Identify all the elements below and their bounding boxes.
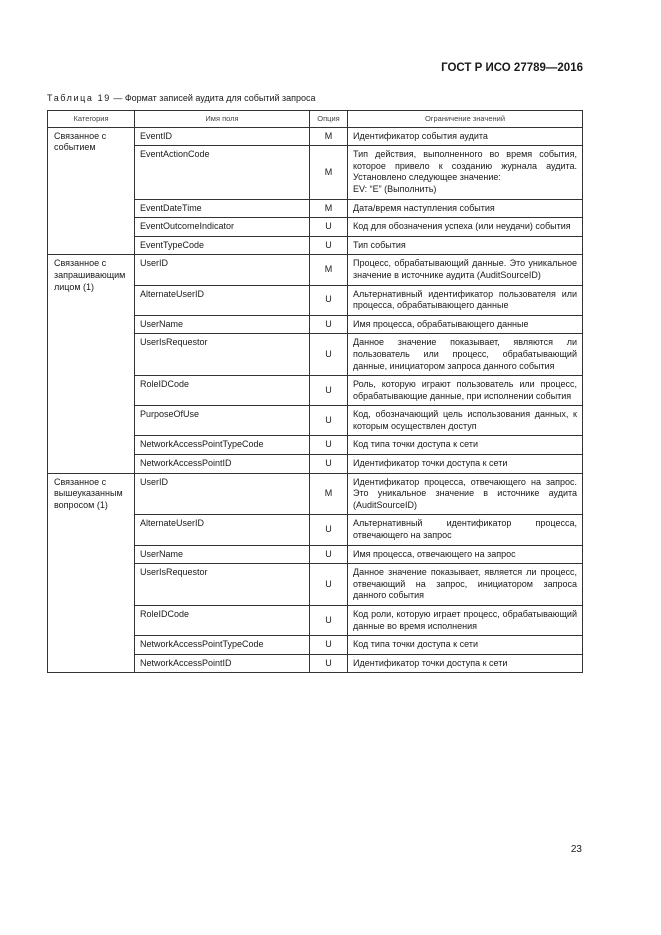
header-category: Категория [48, 111, 135, 128]
field-name-cell: UserName [135, 545, 310, 564]
field-name-cell: NetworkAccessPointID [135, 455, 310, 474]
category-cell: Связанное с событием [48, 127, 135, 255]
table-caption-label: Таблица 19 [47, 93, 111, 103]
field-name-cell: RoleIDCode [135, 376, 310, 406]
value-limit-cell [348, 334, 583, 376]
value-limit-text: Данное значение показывает, являются ли пользователь или процесс, обрабатывающий данные, инициатором запроса данного события [353, 337, 577, 371]
category-cell: Связанное с запрашивающим лицом (1) [48, 255, 135, 473]
value-limit-text: Тип действия, выполненного во время события, которое привело к созданию журнала аудита. Установлено следующее значение: [353, 149, 577, 183]
value-limit-cell [348, 654, 583, 673]
option-cell: U [310, 376, 348, 406]
page-number: 23 [570, 844, 582, 855]
option-cell: U [310, 436, 348, 455]
value-limit-text: Код типа точки доступа к сети [353, 639, 478, 650]
value-limit-text: Идентификатор процесса, отвечающего на запрос. Это уникальное значение в источнике аудита (AuditSourceID) [353, 476, 577, 510]
option-cell: M [310, 199, 348, 218]
value-limit-text: Код, обозначающий цель использования данных, к которым осуществлен доступ [353, 409, 577, 431]
audit-format-table [47, 110, 583, 673]
option-cell: U [310, 636, 348, 655]
field-name-cell: EventOutcomeIndicator [135, 218, 310, 237]
header-option: Опция [310, 111, 348, 128]
value-limit-cell [348, 255, 583, 285]
value-limit-cell [348, 199, 583, 218]
field-name-cell: UserID [135, 473, 310, 515]
field-name-cell: UserName [135, 315, 310, 334]
field-name-cell: NetworkAccessPointTypeCode [135, 436, 310, 455]
field-name-cell: AlternateUserID [135, 515, 310, 545]
value-limit-text: Имя процесса, отвечающего на запрос [353, 548, 516, 559]
category-cell: Связанное с вышеуказанным вопросом (1) [48, 473, 135, 673]
value-limit-cell [348, 376, 583, 406]
value-limit-text: Альтернативный идентификатор процесса, отвечающего на запрос [353, 518, 577, 541]
option-cell: M [310, 146, 348, 199]
value-limit-cell [348, 515, 583, 545]
value-limit-cell [348, 455, 583, 474]
field-name-cell: PurposeOfUse [135, 406, 310, 436]
value-limit-text: Код типа точки доступа к сети [353, 439, 478, 450]
option-cell: U [310, 285, 348, 315]
value-limit-extra: EV: “E” (Выполнить) [353, 183, 437, 194]
header-field-name: Имя поля [135, 111, 310, 128]
option-cell: M [310, 127, 348, 146]
option-cell: U [310, 515, 348, 545]
header-value-limit: Ограничение значений [348, 111, 583, 128]
value-limit-text: Процесс, обрабатывающий данные. Это уникальное значение в источнике аудита (AuditSourceID) [353, 258, 577, 280]
value-limit-text: Идентификатор события аудита [353, 130, 488, 141]
table-row [48, 127, 583, 146]
field-name-cell: UserID [135, 255, 310, 285]
field-name-cell: EventTypeCode [135, 236, 310, 255]
option-cell: M [310, 473, 348, 515]
value-limit-cell [348, 606, 583, 636]
value-limit-text: Код для обозначения успеха (или неудачи) события [353, 221, 571, 232]
value-limit-text: Роль, которую играют пользователь или процесс, обрабатывающие данные, при исполнении события [353, 379, 577, 401]
table-row [48, 255, 583, 285]
table-row [48, 473, 583, 515]
value-limit-text: Имя процесса, обрабатывающего данные [353, 318, 529, 329]
value-limit-cell [348, 473, 583, 515]
value-limit-cell [348, 545, 583, 564]
value-limit-cell [348, 146, 583, 199]
field-name-cell: EventActionCode [135, 146, 310, 199]
option-cell: U [310, 236, 348, 255]
value-limit-text: Дата/время наступления события [353, 202, 495, 213]
value-limit-cell [348, 315, 583, 334]
option-cell: U [310, 315, 348, 334]
value-limit-cell [348, 218, 583, 237]
table-caption [47, 93, 316, 103]
value-limit-cell [348, 436, 583, 455]
field-name-cell: RoleIDCode [135, 606, 310, 636]
value-limit-cell [348, 406, 583, 436]
value-limit-cell [348, 285, 583, 315]
value-limit-cell [348, 636, 583, 655]
field-name-cell: EventID [135, 127, 310, 146]
option-cell: U [310, 564, 348, 606]
option-cell: U [310, 218, 348, 237]
value-limit-cell [348, 236, 583, 255]
value-limit-cell [348, 564, 583, 606]
table-body [48, 127, 583, 673]
value-limit-cell [348, 127, 583, 146]
document-code: ГОСТ Р ИСО 27789—2016 [441, 62, 583, 74]
field-name-cell: NetworkAccessPointTypeCode [135, 636, 310, 655]
option-cell: U [310, 654, 348, 673]
option-cell: U [310, 545, 348, 564]
field-name-cell: NetworkAccessPointID [135, 654, 310, 673]
option-cell: M [310, 255, 348, 285]
option-cell: U [310, 606, 348, 636]
value-limit-text: Идентификатор точки доступа к сети [353, 458, 508, 469]
table-caption-text: — Формат записей аудита для событий запроса [110, 93, 316, 103]
field-name-cell: UserIsRequestor [135, 564, 310, 606]
field-name-cell: UserIsRequestor [135, 334, 310, 376]
value-limit-text: Данное значение показывает, является ли процесс, отвечающий на запрос, инициатором запроса данного события [353, 567, 577, 601]
value-limit-text: Идентификатор точки доступа к сети [353, 657, 508, 668]
field-name-cell: EventDateTime [135, 199, 310, 218]
option-cell: U [310, 334, 348, 376]
value-limit-text: Тип события [353, 239, 406, 250]
field-name-cell: AlternateUserID [135, 285, 310, 315]
table-header-row [48, 111, 583, 128]
option-cell: U [310, 455, 348, 474]
value-limit-text: Код роли, которую играет процесс, обрабатывающий данные во время исполнения [353, 609, 577, 631]
option-cell: U [310, 406, 348, 436]
value-limit-text: Альтернативный идентификатор пользователя или процесса, обрабатывающего данные [353, 288, 577, 311]
